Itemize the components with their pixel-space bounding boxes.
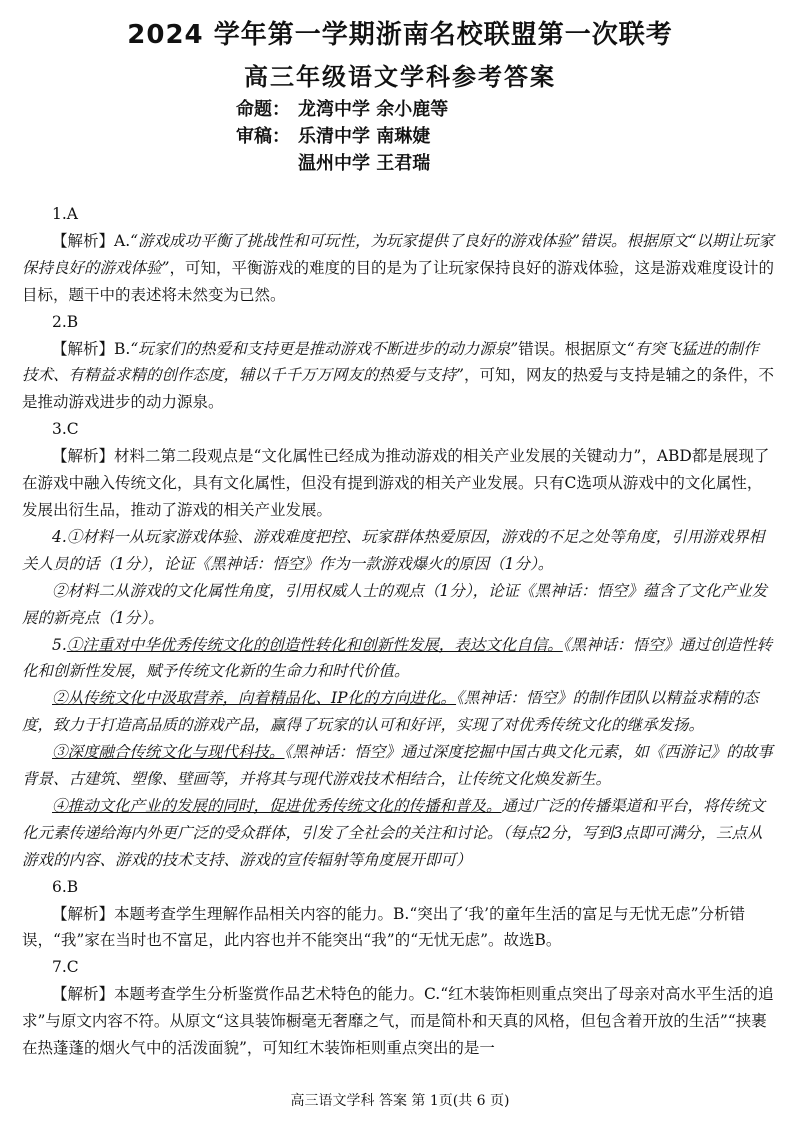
q1-explanation-quote: “游戏成功平衡了挑战性和可玩性，为玩家提供了良好的游戏体验”错误。根据原文“以期让玩家保持良好的游戏体验” <box>22 231 774 277</box>
q5-point-1-heading: ①注重对中华优秀传统文化的创造性转化和创新性发展，表达文化自信。 <box>66 635 563 654</box>
q6-answer-key: 6.B <box>52 877 79 896</box>
credit-row-reviewer <box>236 123 448 150</box>
q5-answer-point-3 <box>22 739 774 793</box>
q4-answer-point-2: ②材料二从游戏的文化属性角度，引用权威人士的观点（1分），论证《黑神话：悟空》蕴含了文化产业发展的新亮点（1分）。 <box>22 581 768 627</box>
q2-answer-key: 2.B <box>52 312 79 331</box>
q2-explanation-rest: ，可知，网友的热爱与支持是辅之的条件，不是推动游戏进步的动力源泉。 <box>22 366 774 412</box>
q2-explanation-intro: 【解析】B. <box>52 339 131 358</box>
q2-explanation-quote-2: “有突飞猛进的制作技术、有精益求精的创作态度，辅以千千万万网友的热爱与支持” <box>22 339 759 385</box>
q2-explanation <box>22 336 774 417</box>
q6-explanation: 【解析】本题考查学生理解作品相关内容的能力。B.“突出了‘我’的童年生活的富足与无忧无虑”分析错误，“我”家在当时也不富足，此内容也并不能突出“我”的“无忧无虑”。故选B。 <box>22 904 746 950</box>
q2-explanation-quote: “玩家们的热爱和支持更是推动游戏不断进步的动力源泉” <box>130 339 519 358</box>
credit-row-author <box>236 96 448 123</box>
credit-label: 命题： <box>236 99 290 120</box>
answer-content <box>22 201 774 1062</box>
q1-answer-key: 1.A <box>52 205 78 223</box>
q3-explanation: 【解析】材料二第二段观点是“文化属性已经成为推动游戏的相关产业发展的关键动力”，ABD都是展现了在游戏中融入传统文化，具有文化属性，但没有提到游戏的相关产业发展。只有C选项从游戏中的文化属性，发展出衍生品，推动了游戏的相关产业发展。 <box>22 447 770 519</box>
page-title: 2024 学年第一学期浙南名校联盟第一次联考 <box>127 20 673 50</box>
q5-point-3-heading: ③深度融合传统文化与现代科技。 <box>52 743 285 762</box>
credit-label: 审稿： <box>236 126 290 147</box>
q1-explanation <box>22 228 774 309</box>
page-footer: 高三语文学科 答案 第 1页(共 6 页) <box>290 1093 510 1109</box>
q5-point-2-heading: ②从传统文化中汲取营养，向着精品化、IP化的方向进化。 <box>52 689 457 708</box>
q7-explanation: 【解析】本题考查学生分析鉴赏作品艺术特色的能力。C.“红木装饰柜则重点突出了母亲对高水平生活的追求”与原文内容不符。从原文“这具装饰橱毫无奢靡之气，而是简朴和天真的风格，但包含着开放的生活”“挟裹在热蓬蓬的烟火气中的活泼面貌”，可知红木装饰柜则重点突出的是一 <box>22 985 774 1058</box>
q4-answer-point-1: 4.①材料一从玩家游戏体验、游戏难度把控、玩家群体热爱原因，游戏的不足之处等角度，引用游戏界相关人员的话（1分），论证《黑神话：悟空》作为一款游戏爆火的原因（1分）。 <box>22 527 765 573</box>
q2-explanation-mid: 错误。根据原文 <box>518 339 627 358</box>
q5-answer-point-1 <box>22 632 774 686</box>
q3-answer-key: 3.C <box>52 420 79 439</box>
credit-value: 乐清中学 南琳婕 <box>298 126 431 147</box>
q1-explanation-intro: 【解析】A. <box>52 231 131 250</box>
q5-answer-point-2 <box>22 685 774 739</box>
credits-block <box>236 96 448 177</box>
q5-point-4-text: 通过广泛的传播渠道和平台，将传统文化元素传递给海内外更广泛的受众群体，引发了全社会的关注和讨论。（每点2分，写到3点即可满分，三点从游戏的内容、游戏的技术支持、游戏的宣传辐射等角度展开即可） <box>22 796 766 869</box>
credit-value: 龙湾中学 余小鹿等 <box>298 99 449 120</box>
credit-row-reviewer-2 <box>236 150 448 177</box>
q5-point-3-text: 《黑神话：悟空》通过深度挖掘中国古典文化元素，如《西游记》的故事背景、古建筑、塑像、壁画等，并将其与现代游戏技术相结合，让传统文化焕发新生。 <box>22 743 773 789</box>
q5-number: 5. <box>52 635 67 654</box>
credit-value: 温州中学 王君瑞 <box>298 153 431 174</box>
q1-explanation-rest: ，可知，平衡游戏的难度的目的是为了让玩家保持良好的游戏体验，这是游戏难度设计的目标，题干中的表述将未然变为已然。 <box>22 258 774 304</box>
q5-answer-point-4 <box>22 793 774 874</box>
page-subtitle: 高三年级语文学科参考答案 <box>244 63 556 91</box>
q5-point-1-text: 《黑神话：悟空》通过创造性转化和创新性发展，赋予传统文化新的生命力和时代价值。 <box>22 635 773 681</box>
q7-answer-key: 7.C <box>52 958 79 977</box>
q5-point-2-text: 《黑神话：悟空》的制作团队以精益求精的态度，致力于打造高品质的游戏产品，赢得了玩家的认可和好评，实现了对优秀传统文化的继承发扬。 <box>22 689 759 735</box>
q5-point-4-heading: ④推动文化产业的发展的同时，促进优秀传统文化的传播和普及。 <box>52 796 502 815</box>
